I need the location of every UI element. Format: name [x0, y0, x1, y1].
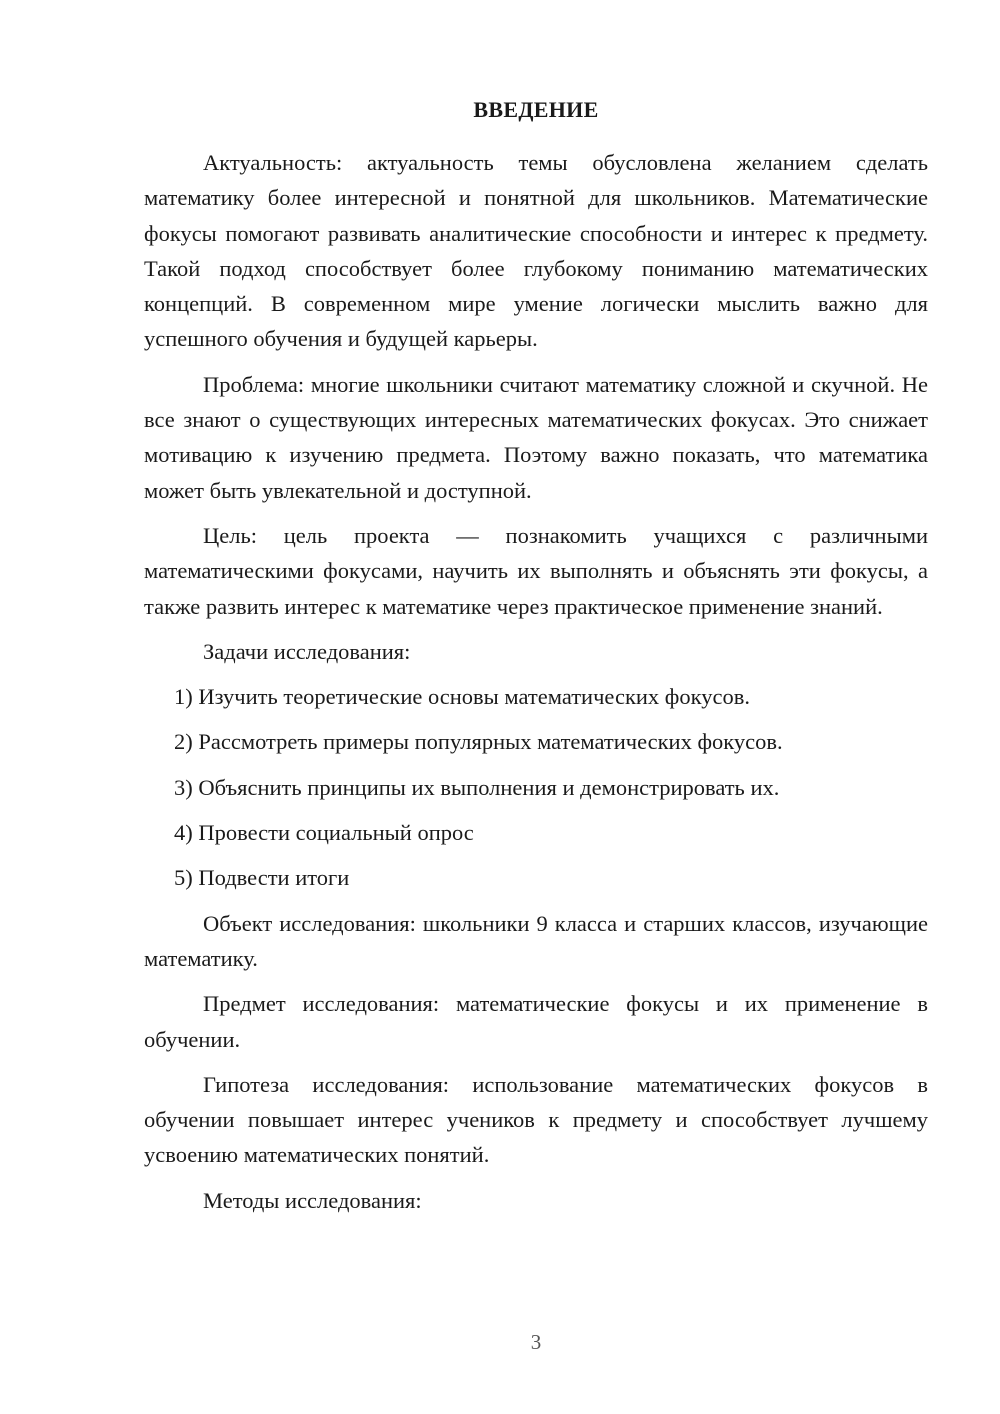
- list-item: 1) Изучить теоретические основы математических фокусов.: [174, 684, 750, 710]
- hypothesis-paragraph: Гипотеза исследования: использование математических фокусов в обучении повышает интерес учеников к предмету и способствует лучшему усвоению математических понятий.: [144, 1071, 928, 1168]
- goal-paragraph: Цель: цель проекта — познакомить учащихся с различными математическими фокусами, научить их выполнять и объяснять эти фокусы, а также развить интерес к математике через практическое применение знаний.: [144, 522, 928, 619]
- relevance-paragraph: Актуальность: актуальность темы обусловлена желанием сделать математику более интересной и понятной для школьников. Математические фокусы помогают развивать аналитические способности и интерес к предмету. Такой подход способствует более глубокому пониманию математических концепций. В современном мире умение логически мыслить важно для успешного обучения и будущей карьеры.: [144, 150, 928, 352]
- page-content: [144, 92, 928, 1228]
- methods-heading: Методы исследования:: [203, 1187, 422, 1213]
- list-item: 4) Провести социальный опрос: [174, 820, 474, 846]
- problem-paragraph: Проблема: многие школьники считают математику сложной и скучной. Не все знают о существующих интересных математических фокусах. Это снижает мотивацию к изучению предмета. Поэтому важно показать, что математика может быть увлекательной и доступной.: [144, 371, 928, 503]
- subject-paragraph: Предмет исследования: математические фокусы и их применение в обучении.: [144, 991, 928, 1052]
- page-number: 3: [530, 1330, 542, 1354]
- list-item: 2) Рассмотреть примеры популярных математических фокусов.: [174, 729, 783, 755]
- object-paragraph: Объект исследования: школьники 9 класса и старших классов, изучающие математику.: [144, 910, 928, 971]
- tasks-list: [144, 679, 928, 895]
- list-item: 5) Подвести итоги: [174, 865, 350, 891]
- tasks-heading: Задачи исследования:: [203, 638, 411, 664]
- page-title: ВВЕДЕНИЕ: [473, 97, 599, 122]
- list-item: 3) Объяснить принципы их выполнения и демонстрировать их.: [174, 774, 780, 800]
